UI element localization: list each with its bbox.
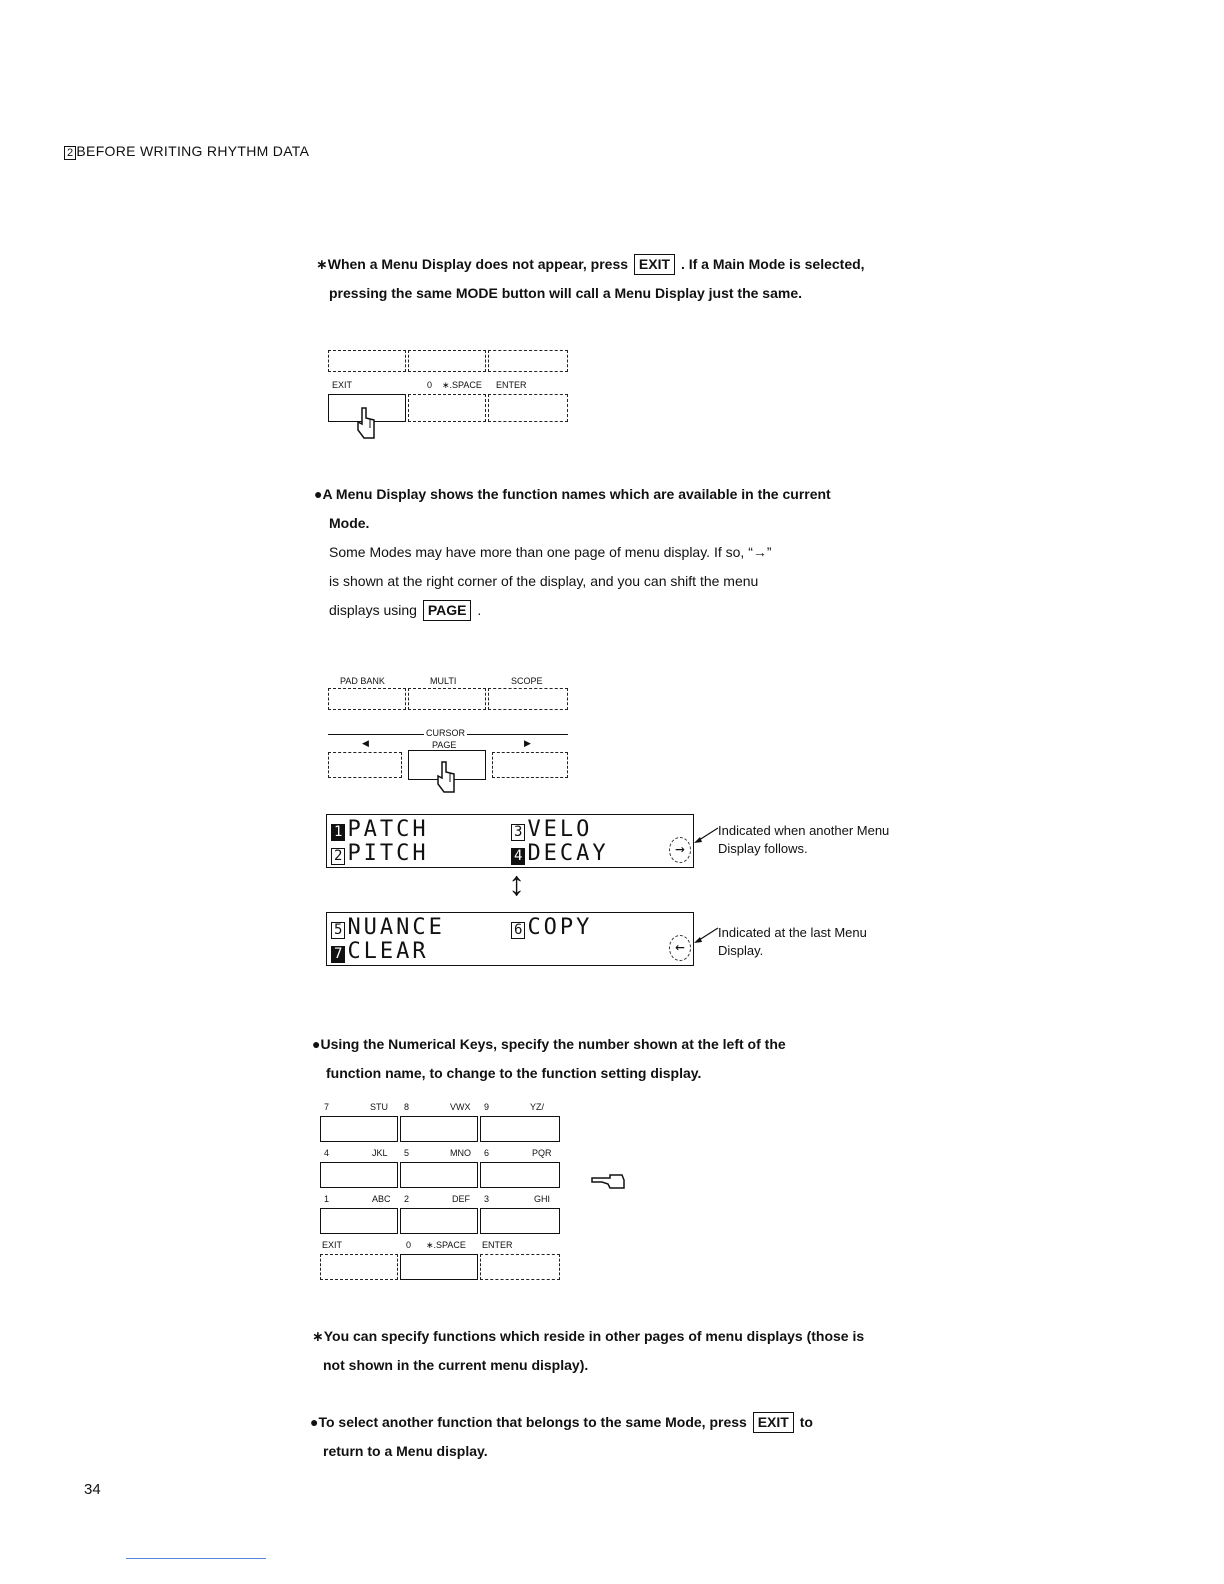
key-outline [328,350,406,372]
lcd2-label-nuance: NUANCE [347,915,445,940]
lcd1-label-velo: VELO [527,817,593,842]
key-num: 4 [324,1148,330,1158]
lcd1-item-4[interactable] [511,841,609,866]
key-num: 9 [484,1102,490,1112]
lcd2-annotation-line2: Display. [718,943,764,958]
key-letters: STU [370,1102,388,1112]
enter-key-caption: ENTER [482,1240,513,1250]
lcd1-annotation-line1: Indicated when another Menu [718,823,890,838]
page-button-diagram [328,672,573,802]
bullet-b-line2: function name, to change to the function setting display. [326,1065,702,1081]
zero-key-caption: 0 [427,380,433,390]
space-key-caption: ∗.SPACE [426,1240,466,1250]
lcd1-label-decay: DECAY [527,841,609,866]
lcd1-annotation [718,822,889,858]
bullet-c-text-b: to [799,1414,813,1430]
menu-lcd-page1 [326,814,694,868]
key-num: 2 [404,1194,410,1204]
lcd2-num-5: 5 [331,922,345,939]
section-title: BEFORE WRITING RHYTHM DATA [76,143,310,159]
exit-key-caption: EXIT [322,1240,343,1250]
lcd2-item-7[interactable] [331,939,429,964]
bullet-a-line3: Some Modes may have more than one page of menu display. If so, “→” [329,544,772,560]
menu-lcd-page2 [326,912,694,966]
bullet-a-line1: ●A Menu Display shows the function names which are available in the current [314,486,831,502]
key-letters: ABC [372,1194,391,1204]
key-num: 1 [324,1194,330,1204]
scope-caption: SCOPE [511,676,543,686]
annotation-pointer-icon [690,824,720,854]
annotation-pointer-icon [690,924,720,954]
exit-key [320,1254,398,1280]
exit-key-label: EXIT [753,1412,794,1433]
page-number: 34 [84,1481,101,1498]
lcd2-label-copy: COPY [527,915,593,940]
lcd2-annotation [718,924,867,960]
key-letters: VWX [450,1102,471,1112]
bullet-c-line2: return to a Menu display. [323,1443,488,1459]
pointing-hand-icon [354,406,378,440]
lcd1-label-pitch: PITCH [347,841,429,866]
lcd1-label-patch: PATCH [347,817,429,842]
bullet-a-line5-text: displays using [329,602,417,618]
lcd1-annotation-line2: Display follows. [718,841,808,856]
page-key-label: PAGE [423,600,472,621]
bullet-a-line2: Mode. [329,515,370,531]
key-letters: YZ/ [530,1102,545,1112]
enter-key [480,1254,560,1280]
lcd2-num-7: 7 [331,946,345,963]
note-menu-display [316,250,956,308]
note2-line2: not shown in the current menu display). [323,1357,589,1373]
note1-line1 [316,250,956,279]
note1-text-a: ∗When a Menu Display does not appear, press [316,256,629,272]
key-2[interactable] [400,1208,478,1234]
key-6[interactable] [480,1162,560,1188]
note1-text-b: . If a Main Mode is selected, [680,256,865,272]
space-key [408,394,486,422]
lcd2-item-6[interactable] [511,915,592,940]
page-caption: PAGE [432,740,457,750]
footer-rule [126,1558,266,1559]
key-num: 3 [484,1194,490,1204]
cursor-caption: CURSOR [426,728,466,738]
updown-arrow-icon: ↕ [508,865,525,903]
multi-key [408,688,486,710]
key-0[interactable] [400,1254,478,1280]
key-outline [408,350,486,372]
key-letters: GHI [534,1194,551,1204]
key-letters: JKL [372,1148,388,1158]
enter-key-caption: ENTER [496,380,527,390]
section-number-box: 2 [64,146,76,160]
key-letters: PQR [532,1148,552,1158]
exit-key-label: EXIT [634,254,675,275]
key-num: 8 [404,1102,410,1112]
key-num: 7 [324,1102,330,1112]
cursor-left-key [328,752,402,778]
cursor-right-key [492,752,568,778]
note1-line2: pressing the same MODE button will call a Menu Display just the same. [329,285,802,301]
lcd2-item-5[interactable] [331,915,445,940]
bullet-c-text-a: ●To select another function that belongs to the same Mode, press [310,1414,747,1430]
pointing-hand-icon [434,760,458,794]
key-4[interactable] [320,1162,398,1188]
scope-key [488,688,568,710]
last-page-arrow-icon: ← [669,935,691,961]
key-letters: MNO [450,1148,471,1158]
keypad-exit-diagram [328,346,573,446]
enter-key [488,394,568,422]
pointing-hand-icon [590,1172,626,1192]
key-8[interactable] [400,1116,478,1142]
lcd1-item-1[interactable] [331,817,429,842]
lcd1-num-2: 2 [331,848,345,865]
zero-key-caption: 0 [406,1240,412,1250]
numeric-keypad [320,1100,565,1285]
key-num: 6 [484,1148,490,1158]
lcd1-num-3: 3 [511,824,525,841]
key-5[interactable] [400,1162,478,1188]
lcd1-num-4: 4 [511,848,525,865]
space-key-caption: ∗.SPACE [442,380,482,390]
lcd1-num-1: 1 [331,824,345,841]
right-arrow-icon: ▶ [524,738,531,748]
lcd1-item-3[interactable] [511,817,592,842]
next-page-arrow-icon: → [669,837,691,863]
key-3[interactable] [480,1208,560,1234]
lcd2-num-6: 6 [511,922,525,939]
numerical-keys-explanation [312,1030,952,1088]
left-arrow-icon: ◀ [362,738,369,748]
key-letters: DEF [452,1194,470,1204]
multi-caption: MULTI [430,676,457,686]
key-9[interactable] [480,1116,560,1142]
menu-display-explanation [314,480,954,625]
lcd2-label-clear: CLEAR [347,939,429,964]
note2-line1: ∗You can specify functions which reside in other pages of menu displays (those is [312,1328,865,1344]
bullet-c-line1 [310,1408,950,1437]
key-num: 5 [404,1148,410,1158]
exit-key-caption: EXIT [332,380,353,390]
bullet-a-line5 [314,596,954,625]
section-header [64,143,309,159]
note-other-pages [312,1322,952,1380]
pad-bank-caption: PAD BANK [340,676,385,686]
pad-bank-key [328,688,406,710]
select-another-function [310,1408,950,1466]
bullet-a-line4: is shown at the right corner of the display, and you can shift the menu [329,573,759,589]
lcd1-item-2[interactable] [331,841,429,866]
bullet-a-line5-period: . [477,602,482,618]
key-outline [488,350,568,372]
key-7[interactable] [320,1116,398,1142]
key-1[interactable] [320,1208,398,1234]
bullet-b-line1: ●Using the Numerical Keys, specify the number shown at the left of the [312,1036,786,1052]
lcd2-annotation-line1: Indicated at the last Menu [718,925,867,940]
